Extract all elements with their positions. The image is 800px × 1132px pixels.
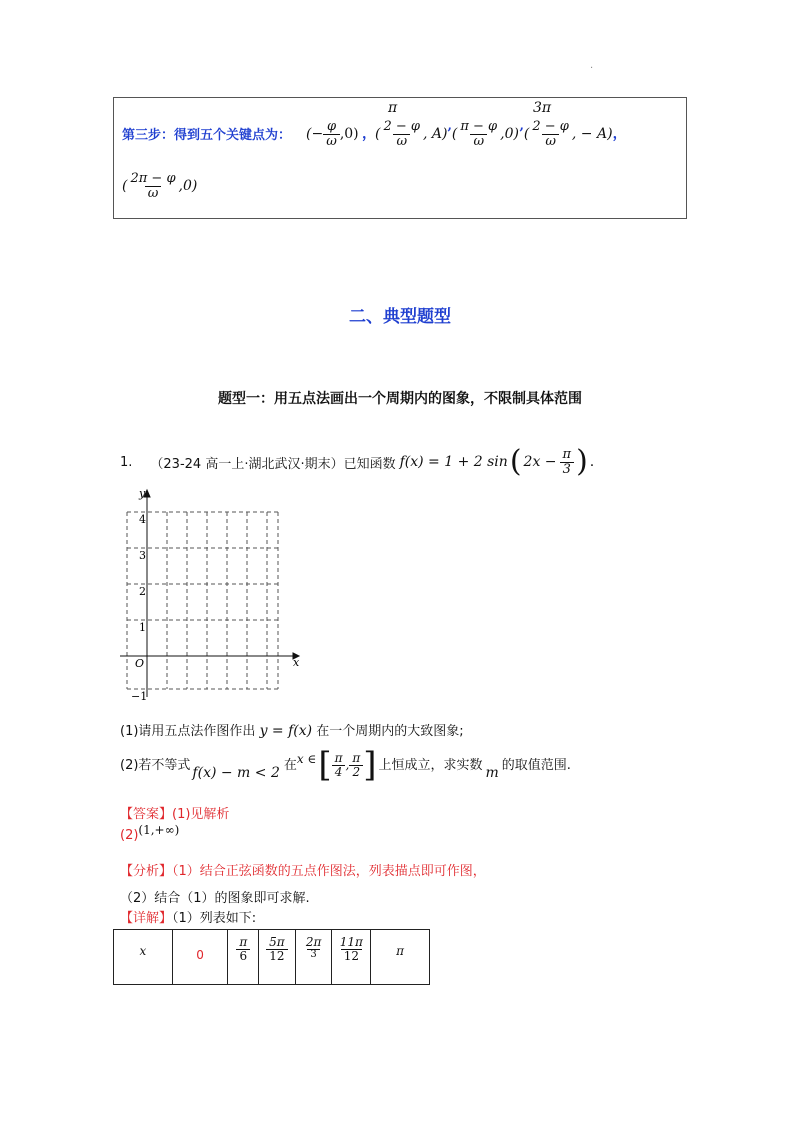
question-2: (2)若不等式 f(x) − m < 2 在 x ∈ [ $\frac{\pi}{4}$ , $\frac{\pi}{2}$ ] 上恒成立，求实数 m 的取值范围. — [120, 745, 571, 785]
answer-part2: (2)(1,+∞) — [120, 823, 180, 843]
y-tick-4: 4 — [139, 513, 146, 526]
x-axis-label: x — [293, 656, 300, 669]
table-cell-11pi12: $\frac{11\pi}{12}$ — [332, 930, 371, 985]
top-dot: . — [590, 60, 594, 71]
question-type-title: 题型一：用五点法画出一个周期内的图象，不限制具体范围 — [218, 391, 582, 407]
answer-label: 【答案】(1)见解析 — [120, 807, 230, 822]
table-row — [114, 930, 430, 985]
problem-source: （23-24 高一上·湖北武汉·期末）已知函数 — [150, 456, 396, 472]
y-tick-2: 2 — [139, 585, 146, 598]
key-point-4-top: 3π — [533, 100, 552, 116]
answer-interval: (1,+∞) — [138, 823, 180, 837]
q2-inequality: f(x) − m < 2 — [192, 765, 280, 781]
analysis-line-1: 【分析】（1）结合正弦函数的五点作图法，列表描点即可作图， — [120, 864, 486, 879]
key-point-2: ( $\frac{2 - \varphi}{\omega}$ , A) — [375, 119, 448, 149]
table-cell-x: x — [114, 930, 173, 985]
table-cell-pi6: $\frac{\pi}{6}$ — [228, 930, 259, 985]
problem-line — [120, 444, 595, 479]
key-point-5: ( $\frac{2\pi - \varphi}{\omega}$ ,0) — [122, 171, 198, 201]
table-cell-zero: 0 — [172, 930, 228, 985]
key-point-2-top: π — [388, 100, 398, 116]
analysis-line-2: （2）结合（1）的图象即可求解. — [120, 891, 310, 906]
problem-number: 1. — [120, 454, 133, 470]
y-axis-label: y — [139, 487, 146, 500]
question-1: (1)请用五点法作图作出 y = f(x) 在一个周期内的大致图象; — [120, 723, 464, 739]
value-table — [113, 929, 430, 985]
q2-interval: [ $\frac{\pi}{4}$ , $\frac{\pi}{2}$ ] — [318, 745, 377, 785]
y-tick-3: 3 — [139, 549, 146, 562]
y-tick-neg1: −1 — [131, 690, 148, 703]
key-point-3: ’( $\frac{\pi - \varphi}{\omega}$ ,0) — [447, 119, 519, 149]
table-cell-5pi12: $\frac{5\pi}{12}$ — [259, 930, 296, 985]
step3-label: 第三步：得到五个关键点为： — [122, 128, 292, 143]
function-formula: f(x) = 1 + 2 sin ( 2x − $\frac{\pi}{3}$ ) . — [399, 444, 595, 479]
origin-label: O — [135, 657, 145, 670]
detail-line: 【详解】（1）列表如下: — [120, 911, 257, 926]
grid-lines — [127, 512, 278, 689]
key-point-1: (− $\frac{\varphi}{\omega}$ ,0) — [306, 119, 359, 149]
coordinate-grid — [115, 485, 315, 710]
separator-comma: ， — [362, 126, 376, 142]
q1-function: y = f(x) — [259, 723, 313, 739]
table-cell-2pi3: $\frac{2\pi}{3}$ — [295, 930, 332, 985]
section-title: 二、典型题型 — [349, 307, 451, 327]
table-cell-pi: π — [371, 930, 430, 985]
step3-box — [113, 97, 687, 219]
key-point-4: ’( $\frac{2 - \varphi}{\omega}$ , − A)， — [519, 119, 627, 149]
y-tick-1: 1 — [139, 621, 146, 634]
